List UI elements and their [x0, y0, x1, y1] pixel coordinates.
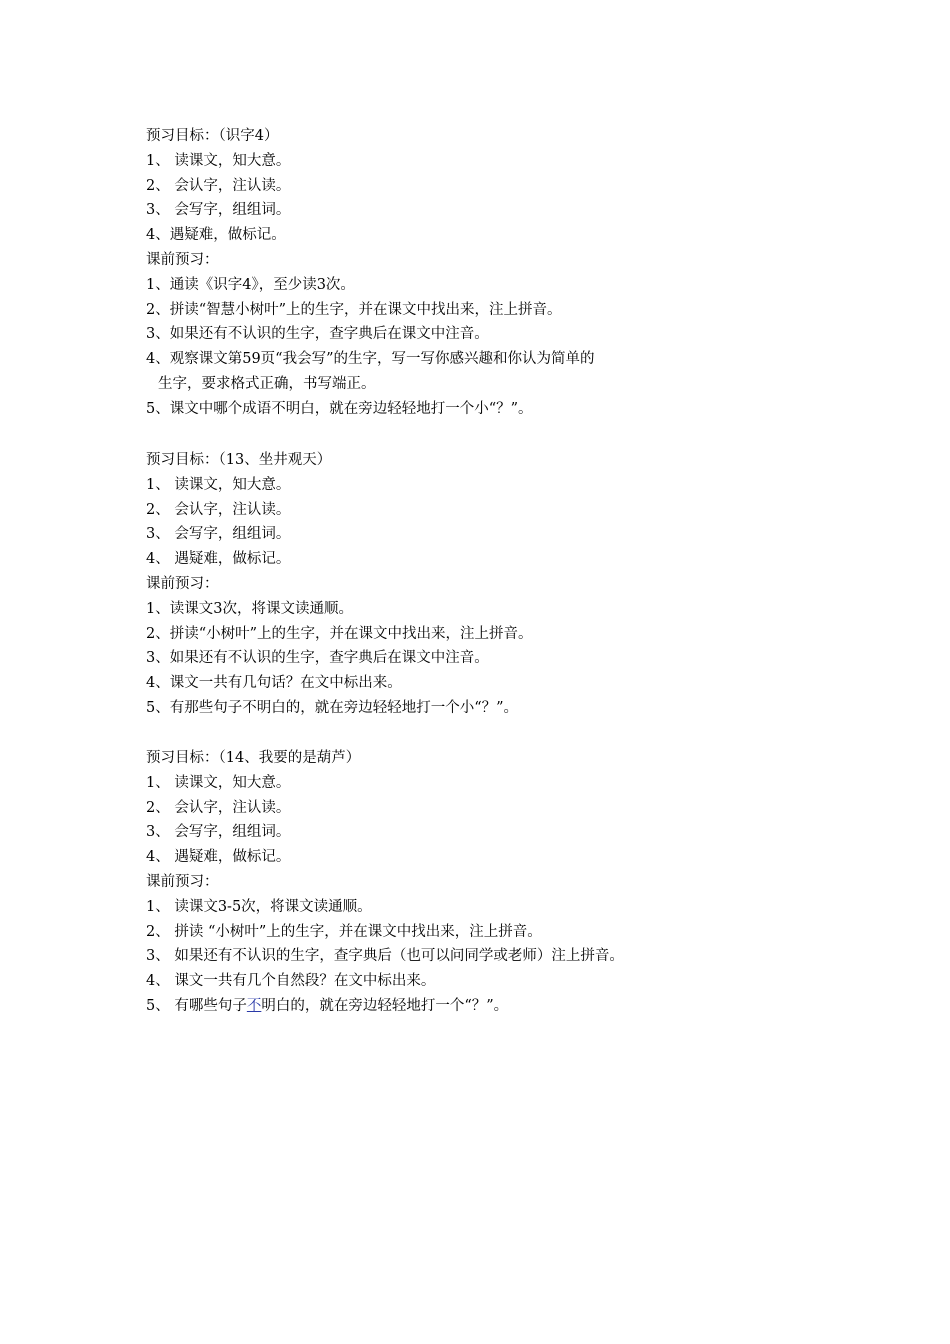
- section-zuo-jing-guan-tian: [146, 448, 866, 721]
- goal-item: 2、 会认字，注认读。: [146, 799, 291, 816]
- section-wo-yao-de-shi-hulu: [146, 746, 866, 1019]
- prep-item: 2、 拼读 “小树叶”上的生字，并在课文中找出来，注上拼音。: [146, 923, 542, 940]
- prep-item: 5、课文中哪个成语不明白，就在旁边轻轻地打一个小“？”。: [146, 400, 533, 417]
- prep-text-before: 5、 有哪些句子: [146, 997, 247, 1014]
- prep-item: 3、如果还有不认识的生字，查字典后在课文中注音。: [146, 326, 489, 343]
- prep-item: 2、拼读“小树叶”上的生字，并在课文中找出来，注上拼音。: [146, 625, 533, 642]
- goal-item: 2、 会认字，注认读。: [146, 177, 291, 194]
- prep-item-continuation: 生字，要求格式正确，书写端正。: [158, 375, 376, 392]
- goal-item: 4、 遇疑难，做标记。: [146, 849, 291, 866]
- underlined-char: 不: [246, 997, 262, 1014]
- goal-title: 预习目标：（13、坐井观天）: [146, 452, 332, 468]
- prep-title: 课前预习：: [146, 575, 219, 592]
- goal-title: 预习目标：（14、我要的是葫芦）: [146, 750, 361, 766]
- goal-title: 预习目标：（识字4）: [146, 128, 279, 144]
- prep-item: 1、通读《识字4》，至少读3次。: [146, 276, 355, 293]
- goal-item: 3、 会写字，组组词。: [146, 824, 291, 841]
- goal-item: 4、遇疑难，做标记。: [146, 227, 286, 244]
- prep-title: 课前预习：: [146, 873, 219, 890]
- prep-item: [146, 994, 866, 1019]
- prep-item: 1、读课文3次，将课文读通顺。: [146, 600, 353, 617]
- prep-item: 4、观察课文第59页“我会写”的生字，写一写你感兴趣和你认为简单的: [146, 351, 595, 368]
- prep-item: 2、拼读“智慧小树叶”上的生字，并在课文中找出来，注上拼音。: [146, 301, 562, 318]
- prep-item: 4、课文一共有几句话？在文中标出来。: [146, 675, 402, 692]
- goal-item: 1、 读课文，知大意。: [146, 774, 291, 791]
- goal-item: 3、 会写字，组组词。: [146, 202, 291, 219]
- prep-item: 3、 如果还有不认识的生字，查字典后（也可以问同学或老师）注上拼音。: [146, 948, 624, 965]
- goal-item: 1、 读课文，知大意。: [146, 476, 291, 493]
- goal-item: 4、 遇疑难，做标记。: [146, 551, 291, 568]
- prep-text-after: 明白的，就在旁边轻轻地打一个“？”。: [261, 997, 509, 1014]
- section-shizi4: [146, 124, 866, 422]
- prep-item: 1、 读课文3-5次，将课文读通顺。: [146, 898, 372, 915]
- goal-item: 3、 会写字，组组词。: [146, 526, 291, 543]
- goal-item: 1、 读课文，知大意。: [146, 152, 291, 169]
- prep-item: 5、有那些句子不明白的，就在旁边轻轻地打一个小“？”。: [146, 699, 519, 716]
- prep-item: 3、如果还有不认识的生字，查字典后在课文中注音。: [146, 650, 489, 667]
- prep-title: 课前预习：: [146, 251, 219, 268]
- prep-item: 4、 课文一共有几个自然段？在文中标出来。: [146, 973, 436, 990]
- goal-item: 2、 会认字，注认读。: [146, 501, 291, 518]
